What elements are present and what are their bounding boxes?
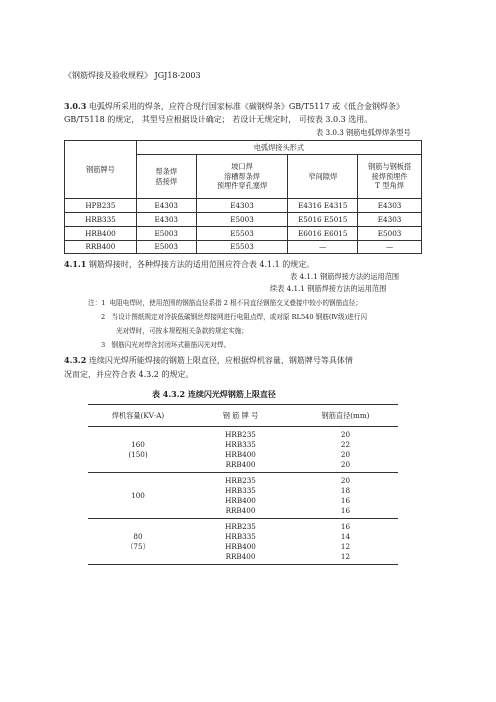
capacity-alt: (150) bbox=[128, 449, 148, 459]
table-row bbox=[65, 241, 422, 254]
header-col-a-line2: 搭接焊 bbox=[155, 176, 178, 186]
header-col-d bbox=[358, 155, 422, 199]
cell-b: E5503 bbox=[196, 227, 288, 241]
header-col-a-line1: 帮条焊 bbox=[155, 167, 178, 176]
cell-d: — bbox=[358, 241, 422, 254]
cell-grades bbox=[188, 473, 293, 519]
table-4-1-1-continued-caption: 续表 4.1.1 钢筋焊接方法的运用范围 bbox=[270, 284, 387, 293]
grade-item: HRB400 bbox=[225, 541, 256, 551]
clause-text: 电弧焊所采用的焊条，应符合现行国家标准《碳钢焊条》GB/T5117 或《低合金钢焊条》 bbox=[88, 102, 405, 111]
header-capacity: 焊机容量(KV·A) bbox=[88, 405, 188, 427]
note-label: 注： bbox=[88, 299, 102, 307]
cell-c: — bbox=[288, 241, 358, 254]
cell-b: E5003 bbox=[196, 213, 288, 227]
table-4-1-1-caption: 表 4.1.1 钢筋焊接方法的运用范围 bbox=[290, 272, 400, 281]
note-number: 3 bbox=[101, 341, 106, 349]
diameter-item: 20 bbox=[340, 459, 351, 469]
note-text: 钢筋闪光对焊含封闭环式箍筋闪光对焊。 bbox=[111, 341, 231, 349]
grade-item: RRB400 bbox=[225, 459, 256, 469]
clause-4-1-1 bbox=[64, 259, 314, 270]
cell-c: E5016 E5015 bbox=[288, 213, 358, 227]
cell-a: E4303 bbox=[136, 213, 196, 227]
diameter-item: 12 bbox=[340, 541, 351, 551]
grade-item: HRB335 bbox=[225, 485, 256, 495]
clause-3-0-3-line1 bbox=[64, 101, 404, 112]
diameter-item: 20 bbox=[340, 429, 351, 439]
note-text: 当设计图纸规定对冷拔低碳钢丝焊接网进行电阻点焊，或对原 RL540 钢筋(Ⅳ级)进行闪 bbox=[111, 313, 367, 321]
note-number: 2 bbox=[101, 313, 106, 321]
note-number: 1 bbox=[101, 299, 106, 307]
header-col-d-line3: T 型角焊 bbox=[375, 181, 404, 191]
note-text: 电阻电焊时，使用范围的钢筋直径系指 2 根不同直径钢筋交叉叠接中较小的钢筋直径； bbox=[109, 299, 362, 307]
grade-item: RRB400 bbox=[225, 505, 256, 515]
grade-item: HRB400 bbox=[225, 449, 256, 459]
table-row bbox=[65, 199, 422, 213]
table-row bbox=[65, 213, 422, 227]
diameter-item: 18 bbox=[340, 485, 351, 495]
header-joint-forms: 电弧焊接头形式 bbox=[136, 141, 421, 155]
table-row bbox=[88, 519, 398, 565]
cell-grade: HPB235 bbox=[65, 199, 137, 213]
header-col-d-line1: 钢筋与钢板搭 bbox=[368, 162, 412, 172]
header-col-b-line1: 坡口焊 bbox=[231, 162, 253, 172]
cell-c: E4316 E4315 bbox=[288, 199, 358, 213]
document-header: 《钢筋焊接及验收规程》 JGJ18-2003 bbox=[64, 71, 201, 80]
capacity-value: 160 bbox=[131, 439, 145, 449]
cell-a: E5003 bbox=[136, 227, 196, 241]
table-4-3-2-caption: 表 4.3.2 连续闪光焊钢筋上限直径 bbox=[152, 389, 276, 399]
cell-grades bbox=[188, 519, 293, 565]
header-grade: 钢 筋 牌 号 bbox=[188, 405, 293, 427]
cell-a: E4303 bbox=[136, 199, 196, 213]
cell-capacity bbox=[88, 519, 188, 565]
note-3 bbox=[101, 339, 230, 349]
header-col-b bbox=[196, 155, 288, 199]
cell-diameters bbox=[293, 519, 398, 565]
note-2 bbox=[101, 311, 367, 321]
cell-d: E4303 bbox=[358, 213, 422, 227]
capacity-alt: （75） bbox=[126, 541, 150, 551]
grade-item: HRB335 bbox=[225, 439, 256, 449]
cell-d: E4303 bbox=[358, 199, 422, 213]
cell-c: E6016 E6015 bbox=[288, 227, 358, 241]
table-4-3-2 bbox=[88, 404, 398, 565]
header-col-a bbox=[136, 155, 196, 199]
diameter-item: 16 bbox=[340, 521, 351, 531]
grade-item: RRB400 bbox=[225, 551, 256, 561]
cell-grade: RRB400 bbox=[65, 241, 137, 254]
table-row bbox=[88, 427, 398, 473]
cell-grade: HRB335 bbox=[65, 213, 137, 227]
note-2-cont: 光对焊时，可按本规程相关条款的规定实施； bbox=[116, 327, 248, 335]
diameter-item: 20 bbox=[340, 475, 351, 485]
header-col-b-line3: 预埋件穿孔塞焊 bbox=[216, 181, 268, 191]
capacity-value: 80 bbox=[133, 531, 143, 541]
cell-b: E4303 bbox=[196, 199, 288, 213]
clause-4-3-2-line2: 况而定，并应符合表 4.3.2 的规定。 bbox=[64, 370, 194, 379]
cell-grades bbox=[188, 427, 293, 473]
grade-item: HRB400 bbox=[225, 495, 256, 505]
header-grade: 钢筋牌号 bbox=[65, 141, 137, 199]
diameter-item: 22 bbox=[340, 439, 351, 449]
table-3-0-3-caption: 表 3.0.3 钢筋电弧焊焊条型号 bbox=[316, 128, 411, 137]
cell-b: E5503 bbox=[196, 241, 288, 254]
diameter-item: 16 bbox=[340, 495, 351, 505]
grade-item: HRB335 bbox=[225, 531, 256, 541]
cell-diameters bbox=[293, 473, 398, 519]
header-col-b-line2: 溶槽帮条焊 bbox=[224, 171, 260, 181]
cell-d: E5003 bbox=[358, 227, 422, 241]
cell-diameters bbox=[293, 427, 398, 473]
cell-capacity bbox=[88, 427, 188, 473]
capacity-value: 100 bbox=[131, 490, 145, 500]
clause-number: 4.1.1 bbox=[64, 259, 87, 269]
header-col-d-line2: 接焊预埋件 bbox=[371, 171, 408, 181]
clause-text: 钢筋焊接时，各种焊接方法的适用范围应符合表 4.1.1 的规定。 bbox=[88, 260, 315, 269]
table-row bbox=[65, 227, 422, 241]
table-3-0-3 bbox=[64, 140, 422, 254]
grade-item: HRB235 bbox=[225, 521, 256, 531]
clause-number: 3.0.3 bbox=[64, 101, 87, 111]
cell-capacity bbox=[88, 473, 188, 519]
header-diameter: 钢筋直径(mm) bbox=[293, 405, 398, 427]
header-col-c: 窄间隙焊 bbox=[288, 155, 358, 199]
diameter-item: 16 bbox=[340, 505, 351, 515]
clause-number: 4.3.2 bbox=[64, 355, 87, 365]
grade-item: HRB235 bbox=[225, 429, 256, 439]
diameter-item: 14 bbox=[340, 531, 351, 541]
clause-3-0-3-line2: GB/T5118 的规定， 其型号应根据设计确定； 若设计无规定时， 可按表 3.0.3 选用。 bbox=[64, 115, 373, 124]
diameter-item: 12 bbox=[340, 551, 351, 561]
grade-item: HRB235 bbox=[225, 475, 256, 485]
table-row bbox=[88, 473, 398, 519]
clause-4-3-2-line1 bbox=[64, 355, 353, 366]
cell-a: E5003 bbox=[136, 241, 196, 254]
diameter-item: 20 bbox=[340, 449, 351, 459]
note-1 bbox=[88, 297, 362, 307]
cell-grade: HRB400 bbox=[65, 227, 137, 241]
clause-text: 连续闪光焊所能焊接的钢筋上限直径，应根据焊机容量、钢筋牌号等具体情 bbox=[88, 356, 353, 365]
